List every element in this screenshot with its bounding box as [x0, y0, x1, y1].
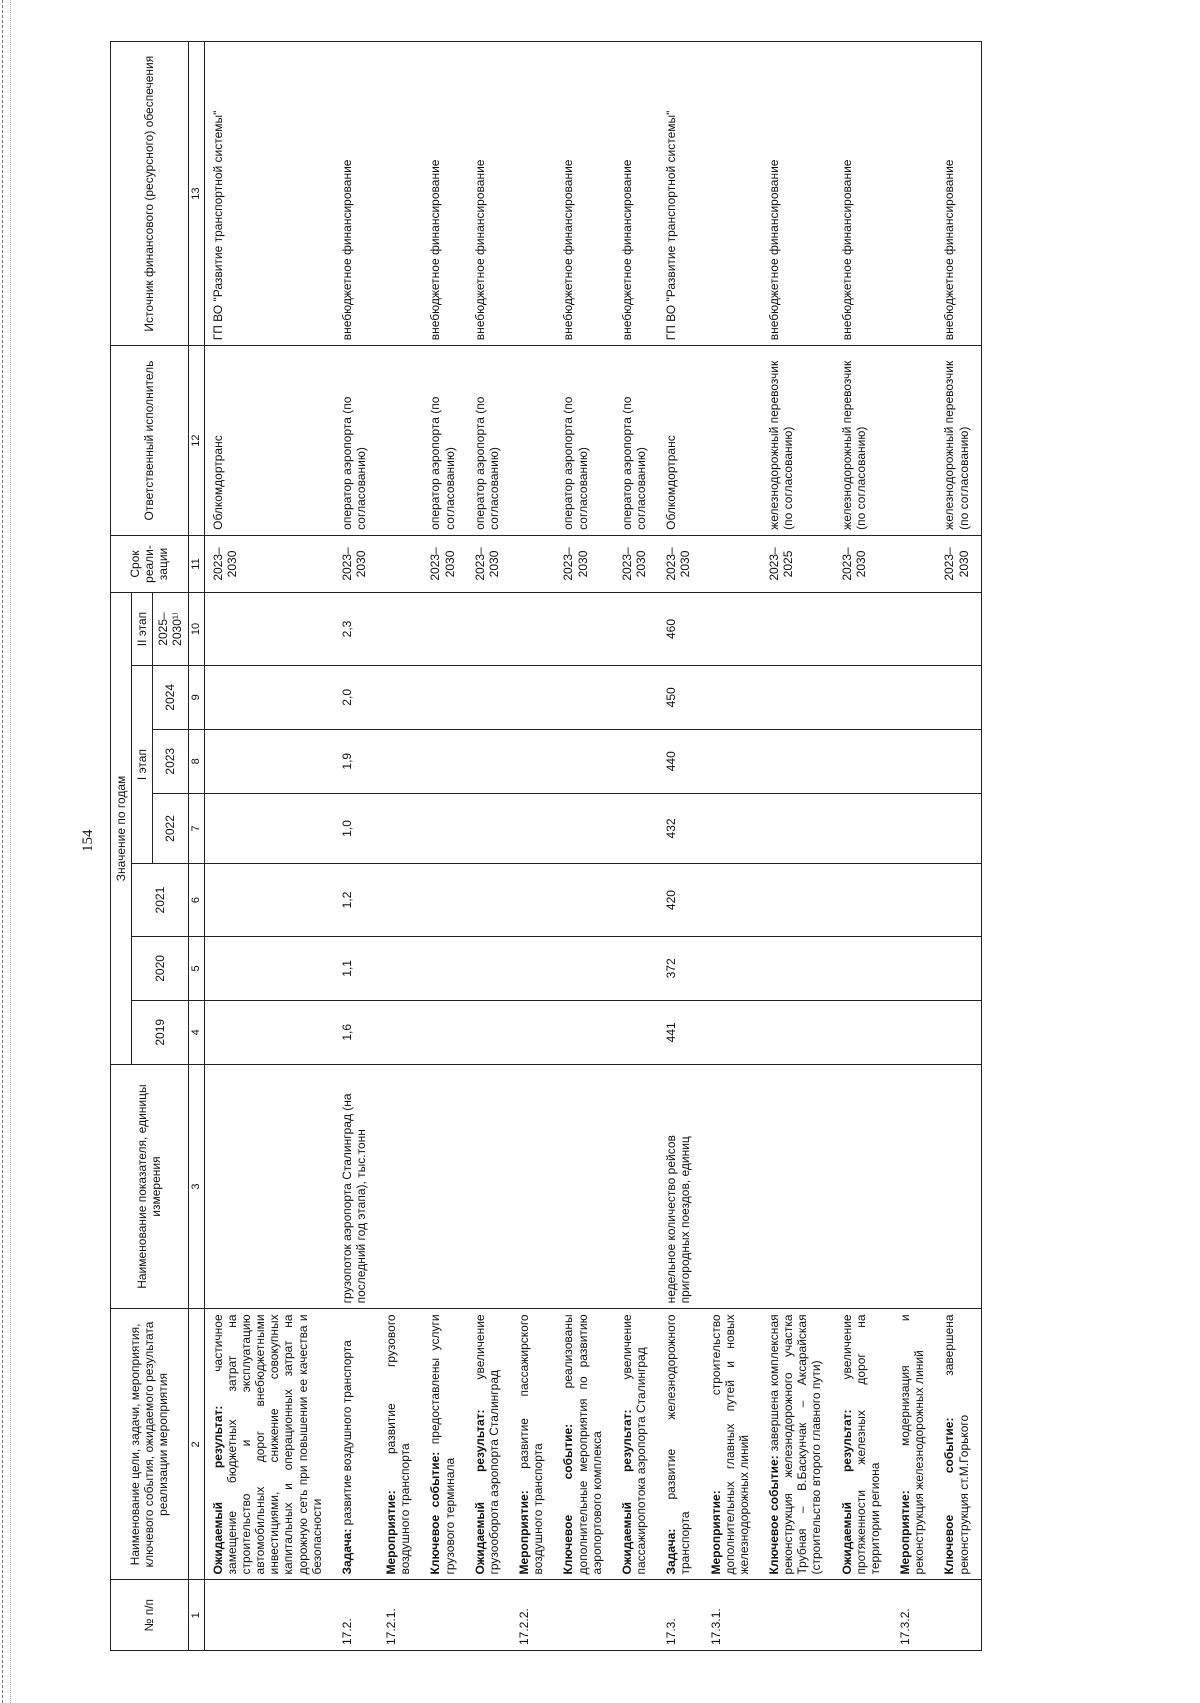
- row-term: [511, 535, 555, 592]
- row-source: внебюджетное финансирование: [761, 42, 834, 346]
- row-number: [761, 1580, 834, 1651]
- row-indicator: [555, 1064, 613, 1309]
- value-2024: [614, 665, 658, 729]
- row-text: реализованы дополнительные мероприятия по развитию аэропортового комплекса: [561, 1314, 604, 1575]
- value-2022: [703, 793, 761, 864]
- value-2020: [467, 936, 511, 1000]
- value-2019: [892, 1000, 936, 1064]
- value-2023: [467, 729, 511, 793]
- row-number: 17.2.2.: [511, 1580, 555, 1651]
- row-description: [378, 1309, 422, 1580]
- row-source: внебюджетное финансирование: [334, 42, 378, 346]
- page-number: 154: [80, 829, 96, 852]
- row-indicator: [761, 1064, 834, 1309]
- value-2019: 1,6: [334, 1000, 378, 1064]
- value-2019: [511, 1000, 555, 1064]
- row-number: [614, 1580, 658, 1651]
- value-2020: [378, 936, 422, 1000]
- value-2023: [422, 729, 466, 793]
- value-2025-2030: 460: [658, 593, 702, 666]
- row-description: [761, 1309, 834, 1580]
- row-description: [511, 1309, 555, 1580]
- table-row: [761, 42, 834, 1651]
- row-label: Ожидаемый результат:: [619, 1409, 634, 1575]
- table-row: [378, 42, 422, 1651]
- value-2023: [511, 729, 555, 793]
- header-values-group: Значение по годам: [111, 593, 132, 1065]
- header-num: № п/п: [111, 1580, 189, 1651]
- value-2025-2030: [761, 593, 834, 666]
- value-2023: [892, 729, 936, 793]
- row-description: [936, 1309, 981, 1580]
- row-description: [703, 1309, 761, 1580]
- row-indicator: недельное количество рейсов пригородных поездов, единиц: [658, 1064, 702, 1309]
- table-row: [892, 42, 936, 1651]
- value-2019: [703, 1000, 761, 1064]
- row-indicator: [378, 1064, 422, 1309]
- column-number: 10: [188, 593, 204, 666]
- row-source: [703, 42, 761, 346]
- row-number: [422, 1580, 466, 1651]
- value-2022: [614, 793, 658, 864]
- value-2019: [555, 1000, 613, 1064]
- row-number: [936, 1580, 981, 1651]
- row-term: 2023–2030: [204, 535, 334, 592]
- row-description: [422, 1309, 466, 1580]
- header-year: 2025–2030¹⁾: [153, 593, 188, 666]
- header-year: 2022: [153, 793, 188, 864]
- value-2020: [703, 936, 761, 1000]
- value-2024: [422, 665, 466, 729]
- column-number: 6: [188, 864, 204, 937]
- value-2025-2030: [614, 593, 658, 666]
- column-number: 2: [188, 1309, 204, 1580]
- scan-edge-line: [10, 0, 11, 1703]
- column-number: 4: [188, 1000, 204, 1064]
- value-2022: [892, 793, 936, 864]
- row-term: 2023–2030: [658, 535, 702, 592]
- table-body: [204, 42, 981, 1651]
- value-2019: [378, 1000, 422, 1064]
- row-number: 17.2.1.: [378, 1580, 422, 1651]
- row-term: 2023–2030: [834, 535, 892, 592]
- value-2019: 441: [658, 1000, 702, 1064]
- value-2024: [834, 665, 892, 729]
- value-2024: [892, 665, 936, 729]
- header-year: 2024: [153, 665, 188, 729]
- header-stage-1: I этап: [132, 665, 153, 863]
- column-number: 13: [188, 42, 204, 346]
- table-row: [422, 42, 466, 1651]
- row-source: внебюджетное финансирование: [422, 42, 466, 346]
- row-text: развитие пассажирского воздушного транспорта: [517, 1314, 546, 1575]
- value-2019: [204, 1000, 334, 1064]
- value-2025-2030: [511, 593, 555, 666]
- value-2021: [703, 864, 761, 937]
- row-number: 17.3.2.: [892, 1580, 936, 1651]
- value-2021: [834, 864, 892, 937]
- header-indicator: Наименование показателя, единицы измерения: [111, 1064, 189, 1309]
- value-2021: [555, 864, 613, 937]
- row-term: 2023–2030: [614, 535, 658, 592]
- value-2023: [936, 729, 981, 793]
- row-label: Мероприятие:: [384, 1490, 399, 1575]
- header-year: 2019: [132, 1000, 188, 1064]
- value-2021: [422, 864, 466, 937]
- column-number: 1: [188, 1580, 204, 1651]
- value-2024: [467, 665, 511, 729]
- row-number: 17.2.: [334, 1580, 378, 1651]
- column-number: 7: [188, 793, 204, 864]
- value-2024: [936, 665, 981, 729]
- row-text: предоставлены услуги грузового терминала: [428, 1314, 457, 1575]
- value-2025-2030: [892, 593, 936, 666]
- row-text: увеличение протяженности железных дорог на территории региона: [839, 1314, 882, 1575]
- value-2025-2030: [422, 593, 466, 666]
- table-row: [511, 42, 555, 1651]
- row-executor: оператор аэропорта (по согласованию): [555, 346, 613, 536]
- row-label: Ожидаемый результат:: [210, 1405, 225, 1575]
- row-executor: Облкомдортранс: [658, 346, 702, 536]
- value-2024: [511, 665, 555, 729]
- row-executor: оператор аэропорта (по согласованию): [422, 346, 466, 536]
- value-2022: [834, 793, 892, 864]
- value-2024: [555, 665, 613, 729]
- value-2020: [555, 936, 613, 1000]
- value-2025-2030: [834, 593, 892, 666]
- value-2023: [761, 729, 834, 793]
- row-indicator: [511, 1064, 555, 1309]
- row-executor: [378, 346, 422, 536]
- row-label: Мероприятие:: [898, 1490, 913, 1575]
- row-description: [467, 1309, 511, 1580]
- value-2020: 372: [658, 936, 702, 1000]
- row-executor: железнодорожный перевозчик (по согласованию): [834, 346, 892, 536]
- row-term: 2023–2030: [334, 535, 378, 592]
- value-2020: [422, 936, 466, 1000]
- value-2025-2030: [378, 593, 422, 666]
- row-indicator: [936, 1064, 981, 1309]
- value-2025-2030: [703, 593, 761, 666]
- row-description: [334, 1309, 378, 1580]
- row-source: внебюджетное финансирование: [467, 42, 511, 346]
- value-2023: [703, 729, 761, 793]
- row-description: [892, 1309, 936, 1580]
- header-stage-2: II этап: [132, 593, 153, 666]
- header-executor: Ответственный исполнитель: [111, 346, 189, 536]
- row-indicator: [614, 1064, 658, 1309]
- value-2020: [204, 936, 334, 1000]
- value-2021: [467, 864, 511, 937]
- value-2024: [204, 665, 334, 729]
- value-2019: [614, 1000, 658, 1064]
- row-executor: [511, 346, 555, 536]
- table-row: [334, 42, 378, 1651]
- value-2022: 432: [658, 793, 702, 864]
- value-2020: [761, 936, 834, 1000]
- value-2020: [936, 936, 981, 1000]
- row-term: [892, 535, 936, 592]
- row-description: [204, 1309, 334, 1580]
- row-label: Ожидаемый результат:: [839, 1409, 854, 1575]
- value-2021: [378, 864, 422, 937]
- row-text: развитие грузового воздушного транспорта: [384, 1314, 413, 1575]
- value-2020: [614, 936, 658, 1000]
- row-number: [204, 1580, 334, 1651]
- row-number: [555, 1580, 613, 1651]
- value-2025-2030: [555, 593, 613, 666]
- row-source: внебюджетное финансирование: [614, 42, 658, 346]
- row-label: Ожидаемый результат:: [472, 1409, 487, 1575]
- header-term: Срок реали-зации: [111, 535, 189, 592]
- table-row: [467, 42, 511, 1651]
- value-2021: [204, 864, 334, 937]
- value-2022: [511, 793, 555, 864]
- column-number: 12: [188, 346, 204, 536]
- value-2021: [892, 864, 936, 937]
- value-2021: [511, 864, 555, 937]
- table-row: [703, 42, 761, 1651]
- value-2019: [834, 1000, 892, 1064]
- row-indicator: [834, 1064, 892, 1309]
- value-2022: [555, 793, 613, 864]
- row-description: [555, 1309, 613, 1580]
- value-2023: [614, 729, 658, 793]
- row-source: [378, 42, 422, 346]
- row-term: [703, 535, 761, 592]
- value-2019: [761, 1000, 834, 1064]
- row-executor: [703, 346, 761, 536]
- row-indicator: [703, 1064, 761, 1309]
- header-year: 2023: [153, 729, 188, 793]
- row-text: увеличение грузооборота аэропорта Сталинград: [472, 1314, 501, 1575]
- row-indicator: [467, 1064, 511, 1309]
- column-number: 9: [188, 665, 204, 729]
- row-description: [834, 1309, 892, 1580]
- row-label: Задача:: [664, 1528, 679, 1575]
- row-indicator: [892, 1064, 936, 1309]
- row-label: Ключевое событие:: [766, 1455, 781, 1575]
- table-row: [936, 42, 981, 1651]
- row-text: развитие железнодорожного транспорта: [664, 1314, 693, 1575]
- value-2025-2030: [204, 593, 334, 666]
- row-executor: оператор аэропорта (по согласованию): [614, 346, 658, 536]
- row-description: [658, 1309, 702, 1580]
- value-2022: [467, 793, 511, 864]
- header-source: Источник финансового (ресурсного) обеспечения: [111, 42, 189, 346]
- row-term: 2023–2030: [422, 535, 466, 592]
- row-label: Мероприятие:: [517, 1490, 532, 1575]
- table-row: [658, 42, 702, 1651]
- row-description: [614, 1309, 658, 1580]
- value-2025-2030: 2,3: [334, 593, 378, 666]
- row-number: 17.3.: [658, 1580, 702, 1651]
- row-source: [892, 42, 936, 346]
- value-2025-2030: [936, 593, 981, 666]
- row-executor: Облкомдортранс: [204, 346, 334, 536]
- row-term: [378, 535, 422, 592]
- value-2020: [892, 936, 936, 1000]
- value-2024: 450: [658, 665, 702, 729]
- row-source: [511, 42, 555, 346]
- value-2024: [703, 665, 761, 729]
- row-indicator: [204, 1064, 334, 1309]
- row-text: завершена комплексная реконструкция железнодорожного участка Трубная – В.Баскунчак – Аксарайская (строительство второго главного пути): [766, 1314, 824, 1575]
- row-number: 17.3.1.: [703, 1580, 761, 1651]
- row-text: завершена реконструкция ст.М.Горького: [942, 1314, 971, 1575]
- value-2022: 1,0: [334, 793, 378, 864]
- row-source: ГП ВО "Развитие транспортной системы": [204, 42, 334, 346]
- row-label: Задача:: [339, 1528, 354, 1575]
- row-executor: оператор аэропорта (по согласованию): [467, 346, 511, 536]
- value-2022: [378, 793, 422, 864]
- table-row: [204, 42, 334, 1651]
- row-text: развитие воздушного транспорта: [339, 1340, 354, 1529]
- table-row: [555, 42, 613, 1651]
- value-2021: 1,2: [334, 864, 378, 937]
- row-number: [834, 1580, 892, 1651]
- value-2021: [614, 864, 658, 937]
- row-indicator: грузопоток аэропорта Сталинград (на последний год этапа), тыс.тонн: [334, 1064, 378, 1309]
- value-2019: [936, 1000, 981, 1064]
- row-executor: железнодорожный перевозчик (по согласованию): [761, 346, 834, 536]
- row-term: 2023–2030: [467, 535, 511, 592]
- value-2023: [378, 729, 422, 793]
- value-2023: [834, 729, 892, 793]
- value-2020: 1,1: [334, 936, 378, 1000]
- value-2020: [834, 936, 892, 1000]
- row-term: 2023–2030: [555, 535, 613, 592]
- row-text: увеличение пассажиропотока аэропорта Сталинград: [619, 1314, 649, 1575]
- row-term: 2023–2025: [761, 535, 834, 592]
- value-2023: 440: [658, 729, 702, 793]
- value-2022: [936, 793, 981, 864]
- table-row: [614, 42, 658, 1651]
- row-term: 2023–2030: [936, 535, 981, 592]
- value-2023: [204, 729, 334, 793]
- value-2023: 1,9: [334, 729, 378, 793]
- value-2024: [761, 665, 834, 729]
- row-text: строительство дополнительных главных путей и новых железнодорожных линий: [708, 1314, 751, 1575]
- value-2025-2030: [467, 593, 511, 666]
- row-label: Ключевое событие:: [561, 1423, 576, 1575]
- value-2024: 2,0: [334, 665, 378, 729]
- value-2020: [511, 936, 555, 1000]
- row-source: ГП ВО "Развитие транспортной системы": [658, 42, 702, 346]
- scan-edge-line: [2, 0, 3, 1703]
- value-2019: [422, 1000, 466, 1064]
- header-year: 2020: [132, 936, 188, 1000]
- table-row: [834, 42, 892, 1651]
- row-executor: железнодорожный перевозчик (по согласованию): [936, 346, 981, 536]
- header-year: 2021: [132, 864, 188, 937]
- row-number: [467, 1580, 511, 1651]
- value-2023: [555, 729, 613, 793]
- row-executor: [892, 346, 936, 536]
- row-source: внебюджетное финансирование: [834, 42, 892, 346]
- program-table: [110, 41, 982, 1651]
- value-2021: [936, 864, 981, 937]
- row-source: внебюджетное финансирование: [936, 42, 981, 346]
- row-source: внебюджетное финансирование: [555, 42, 613, 346]
- row-text: частичное замещение бюджетных затрат на строительство и эксплуатацию автомобильных дорог внебюджетными инвестициями, снижение совокупных капитальных и операционных затрат на дорожную сеть при повышении ее качества и безопасности: [210, 1314, 324, 1575]
- row-executor: оператор аэропорта (по согласованию): [334, 346, 378, 536]
- value-2019: [467, 1000, 511, 1064]
- column-number: 3: [188, 1064, 204, 1309]
- column-number: 5: [188, 936, 204, 1000]
- row-label: Ключевое событие:: [428, 1451, 443, 1575]
- value-2022: [761, 793, 834, 864]
- value-2022: [204, 793, 334, 864]
- header-name: Наименование цели, задачи, мероприятия, ключевого события, ожидаемого результата реализации мероприятия: [111, 1309, 189, 1580]
- row-indicator: [422, 1064, 466, 1309]
- value-2021: [761, 864, 834, 937]
- row-label: Мероприятие:: [708, 1490, 723, 1575]
- column-number: 11: [188, 535, 204, 592]
- row-text: модернизация и реконструкция железнодорожных линий: [898, 1314, 927, 1575]
- value-2024: [378, 665, 422, 729]
- value-2021: 420: [658, 864, 702, 937]
- value-2022: [422, 793, 466, 864]
- column-number: 8: [188, 729, 204, 793]
- row-label: Ключевое событие:: [942, 1417, 957, 1575]
